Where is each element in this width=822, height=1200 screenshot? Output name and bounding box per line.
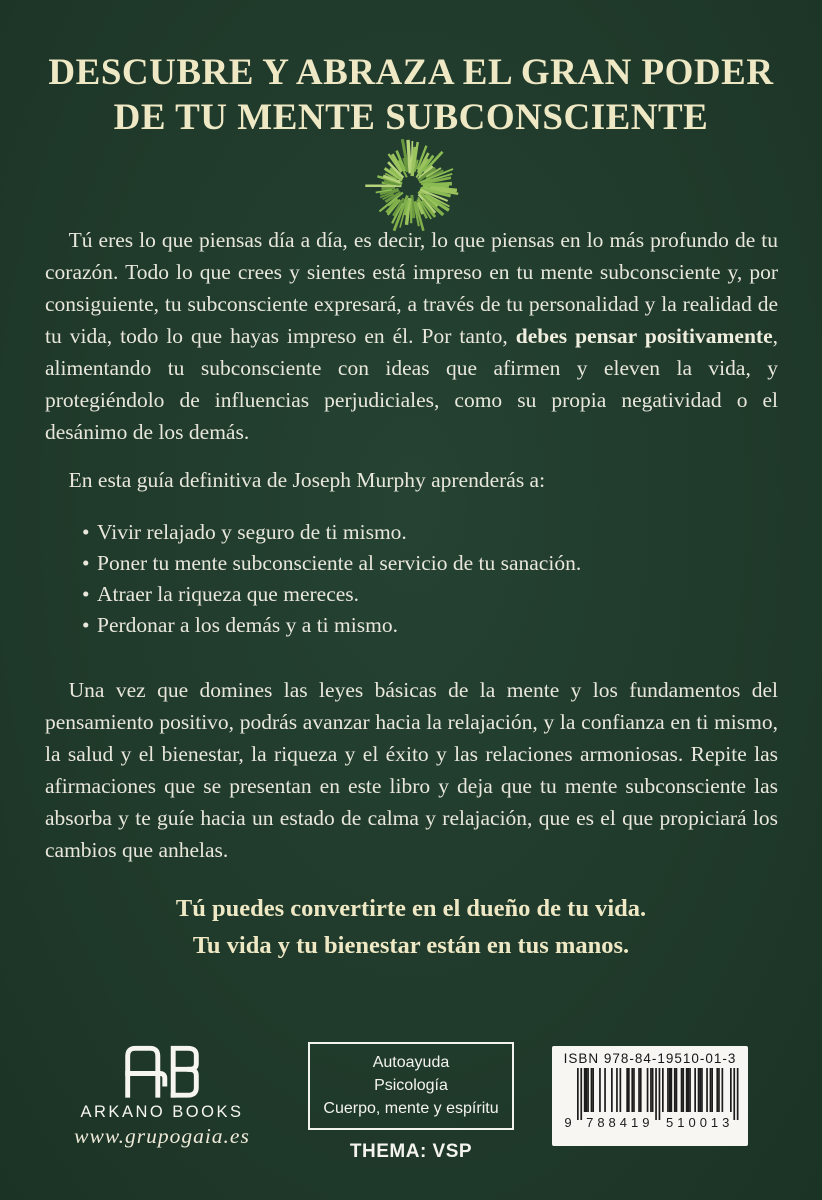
intro-paragraph-bold: debes pensar positivamente (515, 324, 773, 348)
list-item (82, 610, 778, 641)
publisher-website: www.grupogaia.es (74, 1124, 250, 1148)
bullet-text: Vivir relajado y seguro de ti mismo. (97, 520, 407, 544)
svg-text:510013: 510013 (666, 1115, 734, 1130)
starburst-icon (359, 134, 463, 238)
title-line-1: DESCUBRE Y ABRAZA EL GRAN PODER (48, 52, 774, 93)
intro-paragraph (45, 224, 778, 448)
publisher-name: ARKANO BOOKS (80, 1103, 244, 1121)
bullet-text: Poner tu mente subconsciente al servicio de tu sanación. (97, 551, 582, 575)
list-item (82, 579, 778, 610)
back-cover-text (45, 224, 778, 866)
isbn-label: ISBN 978-84-19510-01-3 (563, 1051, 737, 1066)
page-title (0, 50, 822, 140)
barcode-icon (560, 1067, 740, 1135)
category-line: Autoayuda (372, 1054, 450, 1071)
list-item (82, 517, 778, 548)
category-line: Psicología (374, 1077, 448, 1095)
barcode-block (552, 1046, 748, 1146)
closing-statement (0, 890, 822, 964)
arkano-books-logo-icon (120, 1040, 204, 1100)
svg-text:788419: 788419 (586, 1115, 654, 1130)
svg-text:9: 9 (564, 1115, 572, 1130)
learn-bullet-list (45, 517, 778, 641)
list-item (82, 548, 778, 579)
title-line-2: DE TU MENTE SUBCONSCIENTE (113, 97, 709, 138)
closing-line-2: Tu vida y tu bienestar están en tus manos. (192, 932, 630, 959)
category-block (308, 1042, 514, 1163)
footer (0, 1036, 822, 1166)
category-line: Cuerpo, mente y espíritu (323, 1100, 499, 1118)
learn-heading: En esta guía definitiva de Joseph Murphy aprenderás a: (68, 468, 546, 492)
intro-paragraph-start: Tú eres lo que piensas día a día, es decir, lo que piensas en lo más profundo de tu corazón. Todo lo que crees y sientes está impreso en tu mente subconsciente y, por consiguiente, tu subconsciente expresará, a través de tu personalidad y la realidad de tu vida, todo lo que hayas impreso en él. Por tanto, (45, 228, 778, 348)
closing-line-1: Tú puedes convertirte en el dueño de tu vida. (175, 895, 647, 922)
second-paragraph: Una vez que domines las leyes básicas de la mente y los fundamentos del pensamiento positivo, podrás avanzar hacia la relajación, y la confianza en ti mismo, la salud y el bienestar, la riqueza y el éxito y las relaciones armoniosas. Repite las afirmaciones que se presentan en este libro y deja que tu mente subconsciente las absorba y te guíe hacia un estado de calma y relajación, que es el que propiciará los cambios que anhelas. (45, 678, 778, 862)
thema-code: THEMA: VSP (349, 1140, 473, 1162)
publisher-block (72, 1040, 252, 1149)
intro-paragraph-end: , alimentando tu subconsciente con ideas que afirmen y eleven la vida, y protegiéndolo de influencias perjudiciales, como su propia negatividad o el desánimo de los demás. (45, 324, 778, 444)
bullet-text: Perdonar a los demás y a ti mismo. (97, 613, 398, 637)
bullet-text: Atraer la riqueza que mereces. (97, 582, 360, 606)
category-box (308, 1042, 514, 1130)
